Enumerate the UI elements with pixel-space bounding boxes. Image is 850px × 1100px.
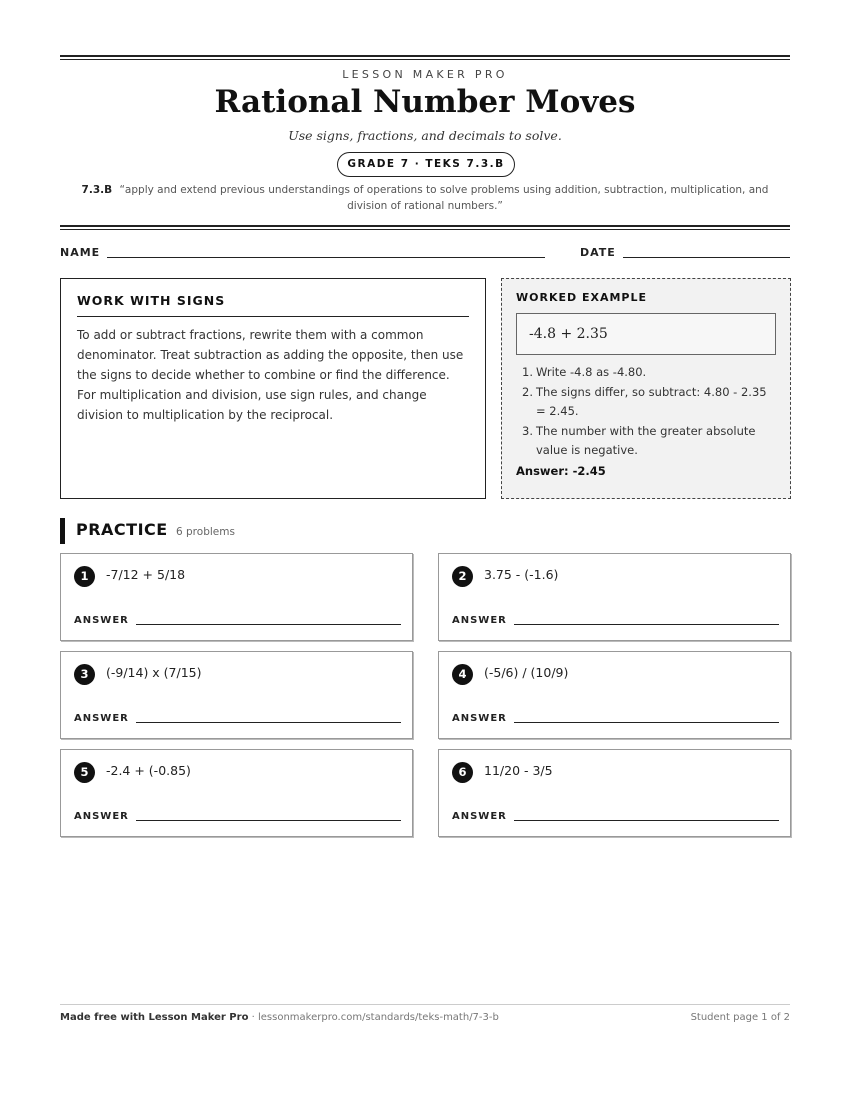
footer-credit [60,1012,499,1023]
answer-label: ANSWER [74,615,129,626]
top-double-rule [60,55,790,60]
problem-number-badge: 6 [452,762,473,783]
footer-made-with: Made free with Lesson Maker Pro [60,1012,249,1023]
problem-expression: 3.75 - (-1.6) [484,567,559,582]
date-field[interactable] [623,257,790,258]
problem-expression: 11/20 - 3/5 [484,763,553,778]
name-date-row [60,246,790,262]
problem-expression: -2.4 + (-0.85) [106,763,191,778]
answer-field[interactable] [136,820,401,821]
problem-number-badge: 2 [452,566,473,587]
worked-example-expression: -4.8 + 2.35 [516,313,776,355]
problem-number-badge: 4 [452,664,473,685]
answer-field[interactable] [514,820,779,821]
step-item: 2. The signs differ, so subtract: 4.80 - 2.35 = 2.45. [522,385,767,418]
standard-description [70,182,780,214]
problem-expression: (-5/6) / (10/9) [484,665,569,680]
name-label: NAME [60,246,101,259]
problem-expression: -7/12 + 5/18 [106,567,186,582]
grade-badge: GRADE 7 · TEKS 7.3.B [337,152,515,177]
standard-code: 7.3.B [81,184,113,196]
problem-number-badge: 5 [74,762,95,783]
answer-label: ANSWER [74,811,129,822]
footer-divider [60,1004,790,1005]
footer-separator: · [248,1012,258,1023]
problem-card-3 [60,651,413,739]
work-with-signs-heading: WORK WITH SIGNS [77,293,469,317]
brand-label: LESSON MAKER PRO [342,68,508,81]
worked-example-answer: Answer: -2.45 [516,464,606,478]
work-with-signs-panel [60,278,486,499]
footer-page-number: Student page 1 of 2 [690,1012,790,1023]
answer-field[interactable] [514,722,779,723]
problem-card-1 [60,553,413,641]
practice-accent-bar [60,518,65,544]
page-subtitle: Use signs, fractions, and decimals to solve. [288,128,562,143]
problem-card-6 [438,749,791,837]
answer-field[interactable] [136,722,401,723]
answer-label: ANSWER [452,811,507,822]
answer-label: ANSWER [452,615,507,626]
work-with-signs-text: To add or subtract fractions, rewrite them with a common denominator. Treat subtraction as adding the opposite, then use the signs to decide whether to combine or find the difference. For multiplication and division, use sign rules, and change division to multiplication by the reciprocal. [77,328,464,422]
problem-card-2 [438,553,791,641]
practice-title: PRACTICE [76,520,168,539]
worked-example-panel [501,278,791,499]
problem-expression: (-9/14) x (7/15) [106,665,202,680]
step-item: 1. Write -4.8 as -4.80. [522,365,647,379]
standard-text: “apply and extend previous understandings of operations to solve problems using addition, subtraction, multiplication, and division of rational numbers.” [119,184,769,212]
header-double-rule [60,225,790,230]
problem-card-4 [438,651,791,739]
date-label: DATE [580,246,616,259]
footer-url[interactable]: lessonmakerpro.com/standards/teks-math/7-3-b [257,1012,499,1023]
answer-field[interactable] [136,624,401,625]
practice-count: 6 problems [176,526,235,538]
problem-number-badge: 3 [74,664,95,685]
worked-example-heading: WORKED EXAMPLE [516,291,647,304]
name-field[interactable] [107,257,545,258]
answer-field[interactable] [514,624,779,625]
problem-number-badge: 1 [74,566,95,587]
worked-example-steps [516,363,776,460]
page-title: Rational Number Moves [214,84,636,120]
answer-label: ANSWER [452,713,507,724]
step-item: 3. The number with the greater absolute value is negative. [522,424,756,457]
practice-header [60,518,360,544]
problem-card-5 [60,749,413,837]
answer-label: ANSWER [74,713,129,724]
